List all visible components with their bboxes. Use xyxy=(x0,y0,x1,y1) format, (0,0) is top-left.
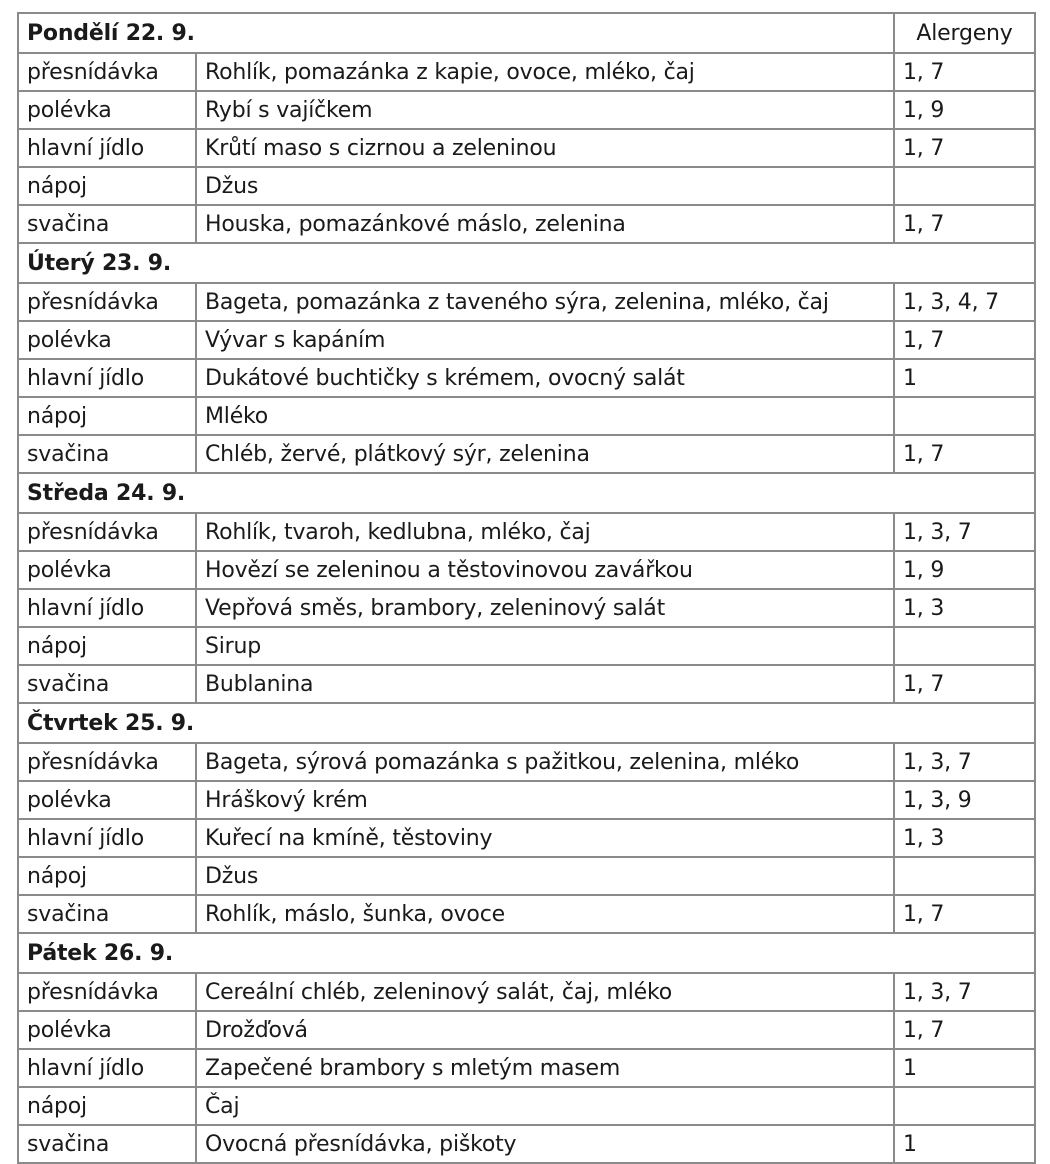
day-title: Čtvrtek 25. 9. xyxy=(18,703,894,743)
meal-allergens: 1, 3, 7 xyxy=(894,513,1035,551)
meal-row xyxy=(18,205,1035,243)
meal-type: svačina xyxy=(18,205,196,243)
meal-dish: Chléb, žervé, plátkový sýr, zelenina xyxy=(196,435,894,473)
day-title: Pondělí 22. 9. xyxy=(18,13,894,53)
meal-dish: Zapečené brambory s mletým masem xyxy=(196,1049,894,1087)
day-header-spacer xyxy=(894,933,1035,973)
allergens-column-header: Alergeny xyxy=(894,13,1035,53)
meal-row xyxy=(18,1011,1035,1049)
day-header-row xyxy=(18,703,1035,743)
meal-allergens: 1, 3 xyxy=(894,589,1035,627)
meal-dish: Hovězí se zeleninou a těstovinovou zavářkou xyxy=(196,551,894,589)
meal-type: přesnídávka xyxy=(18,743,196,781)
day-title: Pátek 26. 9. xyxy=(18,933,894,973)
meal-allergens: 1, 7 xyxy=(894,435,1035,473)
meal-row xyxy=(18,513,1035,551)
meal-dish: Cereální chléb, zeleninový salát, čaj, mléko xyxy=(196,973,894,1011)
meal-allergens: 1 xyxy=(894,359,1035,397)
meal-type: polévka xyxy=(18,321,196,359)
meal-dish: Bageta, pomazánka z taveného sýra, zelenina, mléko, čaj xyxy=(196,283,894,321)
meal-row xyxy=(18,973,1035,1011)
meal-type: nápoj xyxy=(18,397,196,435)
meal-dish: Rohlík, tvaroh, kedlubna, mléko, čaj xyxy=(196,513,894,551)
meal-row xyxy=(18,627,1035,665)
meal-type: svačina xyxy=(18,435,196,473)
meal-allergens: 1, 7 xyxy=(894,895,1035,933)
meal-type: hlavní jídlo xyxy=(18,819,196,857)
meal-dish: Sirup xyxy=(196,627,894,665)
meal-row xyxy=(18,1049,1035,1087)
meal-dish: Bublanina xyxy=(196,665,894,703)
meal-dish: Vepřová směs, brambory, zeleninový salát xyxy=(196,589,894,627)
meal-dish: Houska, pomazánkové máslo, zelenina xyxy=(196,205,894,243)
meal-type: nápoj xyxy=(18,167,196,205)
meal-dish: Rohlík, pomazánka z kapie, ovoce, mléko, čaj xyxy=(196,53,894,91)
meal-type: nápoj xyxy=(18,1087,196,1125)
meal-allergens: 1 xyxy=(894,1049,1035,1087)
meal-type: hlavní jídlo xyxy=(18,129,196,167)
meal-row xyxy=(18,665,1035,703)
meal-type: přesnídávka xyxy=(18,283,196,321)
meal-type: svačina xyxy=(18,665,196,703)
meal-row xyxy=(18,91,1035,129)
meal-allergens: 1, 9 xyxy=(894,551,1035,589)
meal-type: polévka xyxy=(18,781,196,819)
day-header-spacer xyxy=(894,473,1035,513)
meal-type: hlavní jídlo xyxy=(18,589,196,627)
meal-allergens: 1, 9 xyxy=(894,91,1035,129)
meal-row xyxy=(18,167,1035,205)
meal-row xyxy=(18,129,1035,167)
meal-dish: Kuřecí na kmíně, těstoviny xyxy=(196,819,894,857)
meal-row xyxy=(18,781,1035,819)
meal-allergens: 1, 7 xyxy=(894,129,1035,167)
meal-dish: Džus xyxy=(196,857,894,895)
weekly-menu-body xyxy=(18,13,1035,1163)
meal-row xyxy=(18,895,1035,933)
meal-type: hlavní jídlo xyxy=(18,1049,196,1087)
meal-dish: Džus xyxy=(196,167,894,205)
meal-row xyxy=(18,397,1035,435)
meal-type: hlavní jídlo xyxy=(18,359,196,397)
meal-dish: Mléko xyxy=(196,397,894,435)
meal-type: přesnídávka xyxy=(18,53,196,91)
meal-row xyxy=(18,551,1035,589)
meal-type: přesnídávka xyxy=(18,973,196,1011)
meal-row xyxy=(18,321,1035,359)
meal-dish: Krůtí maso s cizrnou a zeleninou xyxy=(196,129,894,167)
meal-dish: Čaj xyxy=(196,1087,894,1125)
meal-allergens: 1, 3 xyxy=(894,819,1035,857)
meal-row xyxy=(18,819,1035,857)
meal-allergens: 1, 7 xyxy=(894,321,1035,359)
meal-type: polévka xyxy=(18,91,196,129)
meal-allergens: 1, 3, 9 xyxy=(894,781,1035,819)
meal-row xyxy=(18,283,1035,321)
meal-dish: Hráškový krém xyxy=(196,781,894,819)
meal-row xyxy=(18,53,1035,91)
meal-row xyxy=(18,435,1035,473)
meal-row xyxy=(18,1087,1035,1125)
meal-allergens xyxy=(894,627,1035,665)
day-title: Středa 24. 9. xyxy=(18,473,894,513)
meal-allergens: 1 xyxy=(894,1125,1035,1163)
day-header-row xyxy=(18,473,1035,513)
meal-dish: Dukátové buchtičky s krémem, ovocný salát xyxy=(196,359,894,397)
meal-type: nápoj xyxy=(18,627,196,665)
meal-allergens: 1, 3, 7 xyxy=(894,743,1035,781)
meal-row xyxy=(18,743,1035,781)
day-title: Úterý 23. 9. xyxy=(18,243,894,283)
meal-dish: Ovocná přesnídávka, piškoty xyxy=(196,1125,894,1163)
meal-allergens xyxy=(894,1087,1035,1125)
meal-type: polévka xyxy=(18,1011,196,1049)
meal-allergens: 1, 3, 7 xyxy=(894,973,1035,1011)
meal-dish: Rohlík, máslo, šunka, ovoce xyxy=(196,895,894,933)
meal-dish: Drožďová xyxy=(196,1011,894,1049)
meal-allergens: 1, 7 xyxy=(894,53,1035,91)
meal-row xyxy=(18,857,1035,895)
meal-row xyxy=(18,1125,1035,1163)
meal-allergens: 1, 3, 4, 7 xyxy=(894,283,1035,321)
day-header-row xyxy=(18,933,1035,973)
meal-dish: Vývar s kapáním xyxy=(196,321,894,359)
meal-allergens: 1, 7 xyxy=(894,1011,1035,1049)
meal-dish: Rybí s vajíčkem xyxy=(196,91,894,129)
meal-allergens xyxy=(894,857,1035,895)
meal-dish: Bageta, sýrová pomazánka s pažitkou, zelenina, mléko xyxy=(196,743,894,781)
meal-type: svačina xyxy=(18,895,196,933)
meal-type: polévka xyxy=(18,551,196,589)
meal-allergens: 1, 7 xyxy=(894,205,1035,243)
meal-allergens: 1, 7 xyxy=(894,665,1035,703)
day-header-spacer xyxy=(894,243,1035,283)
meal-type: svačina xyxy=(18,1125,196,1163)
meal-type: přesnídávka xyxy=(18,513,196,551)
meal-allergens xyxy=(894,167,1035,205)
weekly-menu-table xyxy=(17,12,1036,1164)
day-header-row xyxy=(18,13,1035,53)
meal-row xyxy=(18,589,1035,627)
meal-type: nápoj xyxy=(18,857,196,895)
meal-row xyxy=(18,359,1035,397)
day-header-spacer xyxy=(894,703,1035,743)
meal-allergens xyxy=(894,397,1035,435)
day-header-row xyxy=(18,243,1035,283)
